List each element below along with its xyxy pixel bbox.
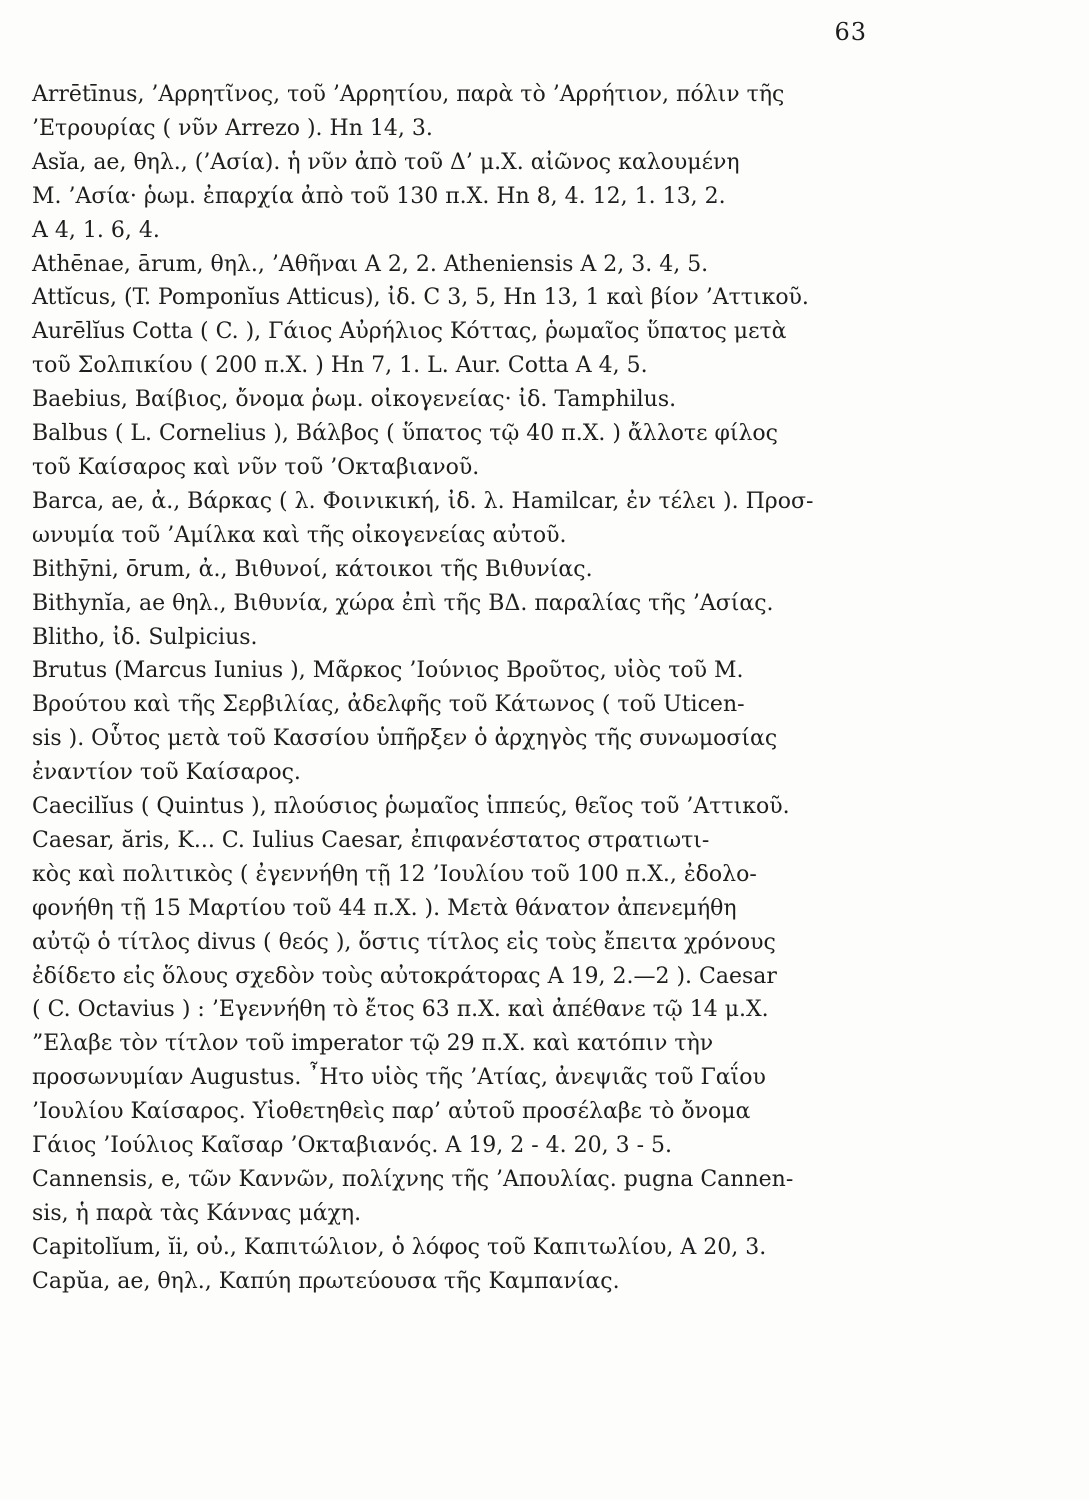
entry-line: Aurēlĭus Cotta ( C. ), Γάιος Αὐρήλιος Κόττας, ῥωμαῖος ὕπατος μετὰ xyxy=(32,319,787,345)
glossary-entry xyxy=(32,654,882,790)
glossary-entry xyxy=(32,248,882,282)
glossary-entry xyxy=(32,553,882,587)
entry-line: Βρούτου καὶ τῆς Σερβιλίας, ἀδελφῆς τοῦ Κάτωνος ( τοῦ Uticen- xyxy=(32,692,745,718)
entry-line: Asĭa, ae, θηλ., (’Ασία). ἡ νῦν ἀπὸ τοῦ Δ’ μ.Χ. αἰῶνος καλουμένη xyxy=(32,149,740,175)
entry-line: τοῦ Καίσαρος καὶ νῦν τοῦ ’Οκταβιανοῦ. xyxy=(32,454,480,480)
entry-line: κὸς καὶ πολιτικὸς ( ἐγεννήθη τῇ 12 ’Ιουλίου τοῦ 100 π.Χ., ἐδολο- xyxy=(32,861,757,887)
glossary-entry xyxy=(32,417,882,485)
entry-line: Caecilĭus ( Quintus ), πλούσιος ῥωμαῖος ἱππεύς, θεῖος τοῦ ’Αττικοῦ. xyxy=(32,794,790,820)
entry-line: Blitho, ἰδ. Sulpicius. xyxy=(32,624,258,650)
entry-line: Capŭa, ae, θηλ., Καπύη πρωτεύουσα τῆς Καμπανίας. xyxy=(32,1268,620,1294)
glossary-entry xyxy=(32,1163,882,1231)
entry-line: Capitolĭum, ĭi, οὐ., Καπιτώλιον, ὁ λόφος τοῦ Καπιτωλίου, A 20, 3. xyxy=(32,1234,767,1260)
glossary-entry xyxy=(32,824,882,1163)
page-number: 63 xyxy=(834,18,867,46)
entry-line: προσωνυμίαν Augustus. ῏Ητο υἱὸς τῆς ’Ατίας, ἀνεψιᾶς τοῦ Γαΐου xyxy=(32,1065,766,1091)
entry-line: Caesar, ăris, Κ... C. Iulius Caesar, ἐπιφανέστατος στρατιωτι- xyxy=(32,827,710,853)
entry-line: φονήθη τῇ 15 Μαρτίου τοῦ 44 π.Χ. ). Μετὰ θάνατον ἀπενεμήθη xyxy=(32,895,737,921)
entry-line: ( C. Octavius ) : ’Εγεννήθη τὸ ἔτος 63 π.Χ. καὶ ἀπέθανε τῷ 14 μ.Χ. xyxy=(32,997,769,1023)
entry-line: Barca, ae, ἀ., Βάρκας ( λ. Φοινικική, ἰδ. λ. Hamilcar, ἐν τέλει ). Προσ- xyxy=(32,488,814,514)
glossary-entry xyxy=(32,485,882,553)
entry-line: ωνυμία τοῦ ’Αμίλκα καὶ τῆς οἰκογενείας αὐτοῦ. xyxy=(32,522,567,548)
entry-line: Μ. ’Ασία· ῥωμ. ἐπαρχία ἀπὸ τοῦ 130 π.Χ. Hn 8, 4. 12, 1. 13, 2. xyxy=(32,183,726,209)
glossary-entry xyxy=(32,315,882,383)
glossary-entries xyxy=(32,78,882,1299)
entry-line: τοῦ Σολπικίου ( 200 π.Χ. ) Hn 7, 1. L. Aur. Cotta A 4, 5. xyxy=(32,353,648,379)
entry-line: ἐδίδετο εἰς ὅλους σχεδὸν τοὺς αὐτοκράτορας A 19, 2.—2 ). Caesar xyxy=(32,963,777,989)
glossary-entry xyxy=(32,1265,882,1299)
entry-line: Bithȳni, ōrum, ἀ., Βιθυνοί, κάτοικοι τῆς Βιθυνίας. xyxy=(32,556,593,582)
entry-line: αὐτῷ ὁ τίτλος divus ( θεός ), ὅστις τίτλος εἰς τοὺς ἔπειτα χρόνους xyxy=(32,929,776,955)
entry-line: ’Ετρουρίας ( νῦν Arrezo ). Hn 14, 3. xyxy=(32,115,433,141)
entry-line: Bithynĭa, ae θηλ., Βιθυνία, χώρα ἐπὶ τῆς ΒΔ. παραλίας τῆς ’Ασίας. xyxy=(32,590,774,616)
glossary-entry xyxy=(32,790,882,824)
glossary-entry xyxy=(32,1231,882,1265)
entry-line: Balbus ( L. Cornelius ), Βάλβος ( ὕπατος τῷ 40 π.Χ. ) ἄλλοτε φίλος xyxy=(32,421,779,447)
glossary-entry xyxy=(32,281,882,315)
entry-line: Cannensis, e, τῶν Καννῶν, πολίχνης τῆς ’Απουλίας. pugna Cannen- xyxy=(32,1167,794,1192)
entry-line: ἐναντίον τοῦ Καίσαρος. xyxy=(32,760,301,786)
glossary-entry xyxy=(32,587,882,621)
entry-line: ’Ιουλίου Καίσαρος. Υἱοθετηθεὶς παρ’ αὐτοῦ προσέλαβε τὸ ὄνομα xyxy=(32,1099,751,1125)
entry-line: ”Ελαβε τὸν τίτλον τοῦ imperator τῷ 29 π.Χ. καὶ κατόπιν τὴν xyxy=(32,1031,714,1057)
glossary-entry xyxy=(32,621,882,655)
entry-line: sis, ἡ παρὰ τὰς Κάννας μάχη. xyxy=(32,1200,362,1226)
entry-line: Brutus (Marcus Iunius ), Μᾶρκος ’Ιούνιος Βροῦτος, υἱὸς τοῦ Μ. xyxy=(32,658,744,684)
entry-line: Attĭcus, (T. Pomponĭus Atticus), ἰδ. C 3, 5, Hn 13, 1 καὶ βίον ’Αττικοῦ. xyxy=(32,285,809,311)
entry-line: sis ). Οὗτος μετὰ τοῦ Κασσίου ὑπῆρξεν ὁ ἀρχηγὸς τῆς συνωμοσίας xyxy=(32,726,778,752)
glossary-entry xyxy=(32,78,882,146)
entry-line: A 4, 1. 6, 4. xyxy=(32,217,160,243)
glossary-entry xyxy=(32,383,882,417)
entry-line: Arrētīnus, ’Αρρητῖνος, τοῦ ’Αρρητίου, παρὰ τὸ ’Αρρήτιον, πόλιν τῆς xyxy=(32,82,785,107)
glossary-entry xyxy=(32,146,882,248)
entry-line: Athēnae, ārum, θηλ., ’Αθῆναι A 2, 2. Atheniensis A 2, 3. 4, 5. xyxy=(32,251,709,277)
entry-line: Γάιος ’Ιούλιος Καῖσαρ ’Οκταβιανός. A 19, 2 - 4. 20, 3 - 5. xyxy=(32,1133,673,1159)
entry-line: Baebius, Βαίβιος, ὄνομα ῥωμ. οἰκογενείας· ἰδ. Tamphilus. xyxy=(32,387,677,413)
